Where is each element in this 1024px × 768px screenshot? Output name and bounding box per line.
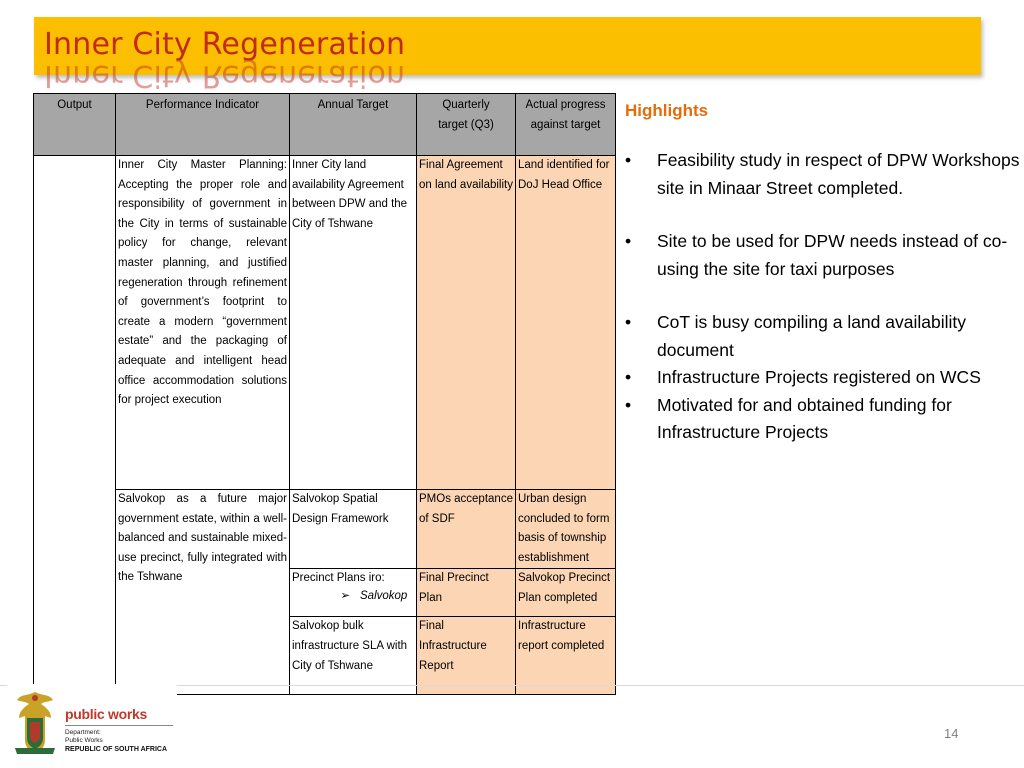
header-quarterly-target: Quarterly target (Q3) — [417, 94, 516, 156]
performance-table — [33, 93, 616, 695]
slide-title-reflection: Inner City Regeneration — [44, 58, 406, 93]
logo-divider — [65, 725, 173, 726]
highlight-text: Motivated for and obtained funding for Infrastructure Projects — [657, 394, 952, 442]
public-works-logo — [7, 684, 177, 762]
annual-target-bullet — [292, 589, 414, 604]
arrow-bullet-icon: ➢ — [340, 589, 350, 602]
highlights-title: Highlights — [625, 101, 709, 120]
highlight-text: Site to be used for DPW needs instead of co-using the site for taxi purposes — [657, 231, 1008, 279]
header-indicator: Performance Indicator — [116, 94, 290, 156]
annual-target-bullet-text: Salvokop — [360, 589, 408, 602]
page-number: 14 — [944, 726, 959, 741]
list-item — [625, 364, 1020, 392]
annual-target-cell: Salvokop bulk infrastructure SLA with City of Tshwane — [290, 617, 417, 695]
indicator-cell: Salvokop as a future major government estate, within a well-balanced and sustainable mixed-use precinct, fully integrated with the Tshwane — [116, 490, 290, 695]
bullet-icon: • — [625, 312, 632, 332]
indicator-cell: Inner City Master Planning: Accepting the proper role and responsibility of government in the City in terms of sustainable policy for change, relevant master planning, and justified regeneration through refinement of government’s footprint to create a modern “government estate” and the packaging of adequate and intelligent head office accommodation solutions for project execution — [116, 156, 290, 490]
quarterly-target-cell: Final Infrastructure Report — [417, 617, 516, 695]
title-bar — [34, 17, 981, 93]
header-actual-progress: Actual progress against target — [516, 94, 616, 156]
table-header-row — [34, 94, 616, 156]
actual-progress-cell: Salvokop Precinct Plan completed — [516, 569, 616, 617]
list-item — [625, 309, 1020, 364]
header-output: Output — [34, 94, 116, 156]
bullet-icon: • — [625, 367, 632, 387]
logo-dept-line1: Department: — [65, 729, 101, 736]
annual-target-cell: Salvokop Spatial Design Framework — [290, 490, 417, 569]
list-item — [625, 228, 1020, 283]
bullet-icon: • — [625, 150, 632, 170]
quarterly-target-cell: Final Agreement on land availability — [417, 156, 516, 490]
bullet-icon: • — [625, 231, 632, 251]
actual-progress-cell: Infrastructure report completed — [516, 617, 616, 695]
logo-department — [65, 729, 103, 745]
bullet-icon: • — [625, 394, 632, 415]
table-row — [34, 490, 616, 569]
actual-progress-cell: Urban design concluded to form basis of township establishment — [516, 490, 616, 569]
list-item — [625, 392, 1020, 447]
slide-title: Inner City Regeneration — [44, 27, 406, 62]
list-item — [625, 147, 1020, 202]
table-row — [34, 156, 616, 490]
highlight-text: CoT is busy compiling a land availability document — [657, 312, 966, 360]
quarterly-target-cell: PMOs acceptance of SDF — [417, 490, 516, 569]
annual-target-text: Precinct Plans iro: — [292, 572, 385, 585]
logo-dept-line2: Public Works — [65, 737, 103, 744]
actual-progress-cell: Land identified for DoJ Head Office — [516, 156, 616, 490]
output-cell — [34, 156, 116, 695]
annual-target-cell — [290, 569, 417, 617]
highlights-panel — [625, 101, 1020, 447]
logo-country: REPUBLIC OF SOUTH AFRICA — [65, 746, 168, 753]
coat-of-arms-icon — [9, 688, 61, 760]
quarterly-target-cell: Final Precinct Plan — [417, 569, 516, 617]
logo-brand: public works — [65, 706, 147, 722]
highlight-text: Infrastructure Projects registered on WCS — [657, 367, 981, 387]
annual-target-cell: Inner City land availability Agreement between DPW and the City of Tshwane — [290, 156, 417, 490]
header-annual-target: Annual Target — [290, 94, 417, 156]
highlight-text: Feasibility study in respect of DPW Workshops site in Minaar Street completed. — [657, 150, 1020, 198]
